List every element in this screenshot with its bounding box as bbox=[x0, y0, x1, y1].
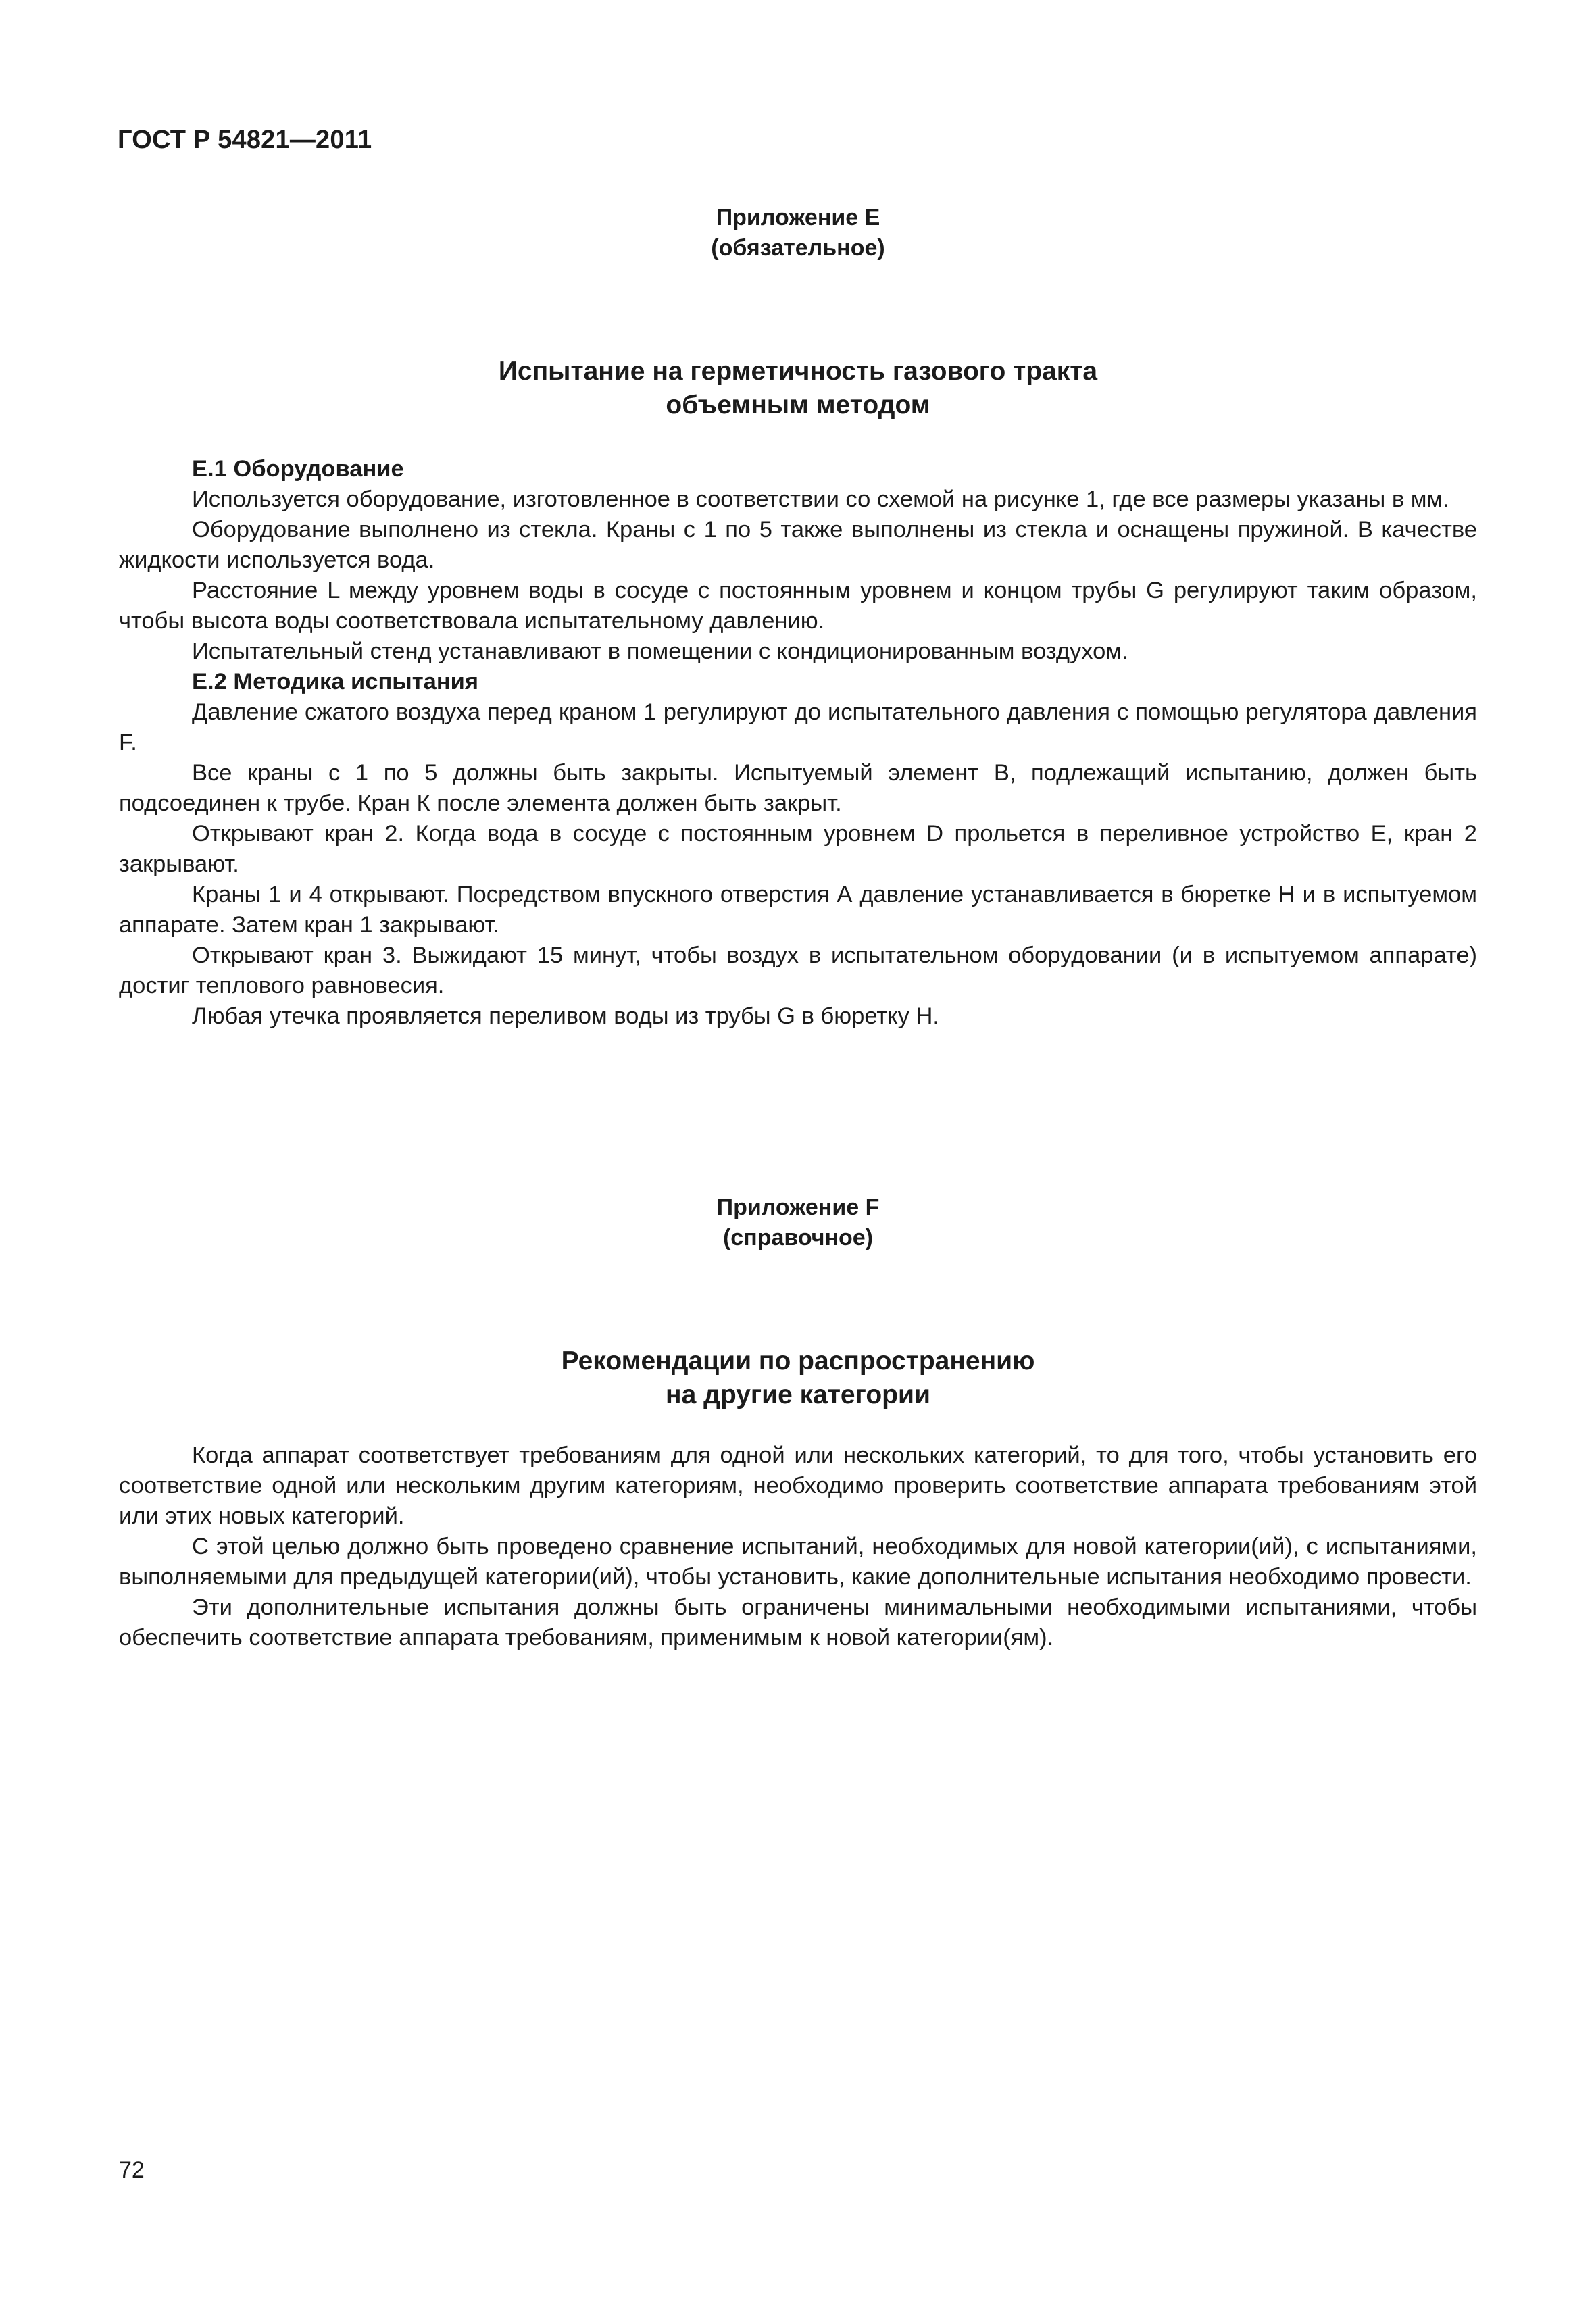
section-e2-paragraph: Краны 1 и 4 открывают. Посредством впускного отверстия А давление устанавливается в бюретке Н и в испытуемом аппарате. Затем кран 1 закрывают. bbox=[119, 882, 1477, 938]
annex-f-label: Приложение F bbox=[716, 1194, 880, 1220]
document-code: ГОСТ Р 54821—2011 bbox=[118, 126, 372, 154]
annex-e-title bbox=[119, 355, 1477, 422]
section-e2-paragraph: Любая утечка проявляется переливом воды из трубы G в бюретку Н. bbox=[192, 1003, 939, 1029]
annex-f-body bbox=[119, 1440, 1477, 1653]
annex-f-paragraph: Когда аппарат соответствует требованиям для одной или нескольких категорий, то для того, чтобы установить его соответствие одной или нескольким другим категориям, необходимо проверить соответствие аппарата требованиям этой или этих новых категорий. bbox=[119, 1442, 1477, 1529]
annex-f-title-line-2: на другие категории bbox=[666, 1380, 930, 1409]
annex-f-status: (справочное) bbox=[722, 1225, 874, 1251]
section-e1-heading: E.1 Оборудование bbox=[192, 456, 404, 482]
annex-e-title-line-1: Испытание на герметичность газового тракта bbox=[498, 357, 1098, 386]
annex-e-status: (обязательное) bbox=[711, 235, 885, 261]
annex-f-title bbox=[119, 1344, 1477, 1412]
section-e1-paragraph: Испытательный стенд устанавливают в помещении с кондиционированным воздухом. bbox=[192, 638, 1128, 664]
page-number: 72 bbox=[119, 2157, 145, 2183]
annex-e-label: Приложение E bbox=[716, 205, 880, 230]
section-e2-paragraph: Все краны с 1 по 5 должны быть закрыты. Испытуемый элемент В, подлежащий испытанию, должен быть подсоединен к трубе. Кран К после элемента должен быть закрыт. bbox=[119, 760, 1477, 816]
section-e1-paragraph: Используется оборудование, изготовленное в соответствии со схемой на рисунке 1, где все размеры указаны в мм. bbox=[192, 486, 1449, 512]
annex-f-title-line-1: Рекомендации по распространению bbox=[561, 1347, 1035, 1376]
annex-f-header bbox=[119, 1192, 1477, 1253]
section-e2-paragraph: Давление сжатого воздуха перед краном 1 регулируют до испытательного давления с помощью регулятора давления F. bbox=[119, 699, 1477, 755]
annex-e-body bbox=[119, 454, 1477, 1032]
section-e2-heading: E.2 Методика испытания bbox=[192, 669, 479, 695]
section-e2-paragraph: Открывают кран 2. Когда вода в сосуде с постоянным уровнем D прольется в переливное устройство Е, кран 2 закрывают. bbox=[119, 821, 1477, 877]
annex-f-paragraph: Эти дополнительные испытания должны быть ограничены минимальными необходимыми испытаниями, чтобы обеспечить соответствие аппарата требованиям, применимым к новой категории(ям). bbox=[119, 1594, 1477, 1651]
annex-f-paragraph: С этой целью должно быть проведено сравнение испытаний, необходимых для новой категории(ий), с испытаниями, выполняемыми для предыдущей категории(ий), чтобы установить, какие дополнительные испытания необходимо провести. bbox=[119, 1534, 1477, 1590]
section-e1-paragraph: Расстояние L между уровнем воды в сосуде с постоянным уровнем и концом трубы G регулируют таким образом, чтобы высота воды соответствовала испытательному давлению. bbox=[119, 578, 1477, 634]
section-e1-paragraph: Оборудование выполнено из стекла. Краны с 1 по 5 также выполнены из стекла и оснащены пружиной. В качестве жидкости используется вода. bbox=[119, 517, 1477, 573]
annex-e-title-line-2: объемным методом bbox=[666, 391, 930, 420]
section-e2-paragraph: Открывают кран 3. Выжидают 15 минут, чтобы воздух в испытательном оборудовании (и в испытуемом аппарате) достиг теплового равновесия. bbox=[119, 942, 1477, 999]
annex-e-header bbox=[119, 203, 1477, 263]
